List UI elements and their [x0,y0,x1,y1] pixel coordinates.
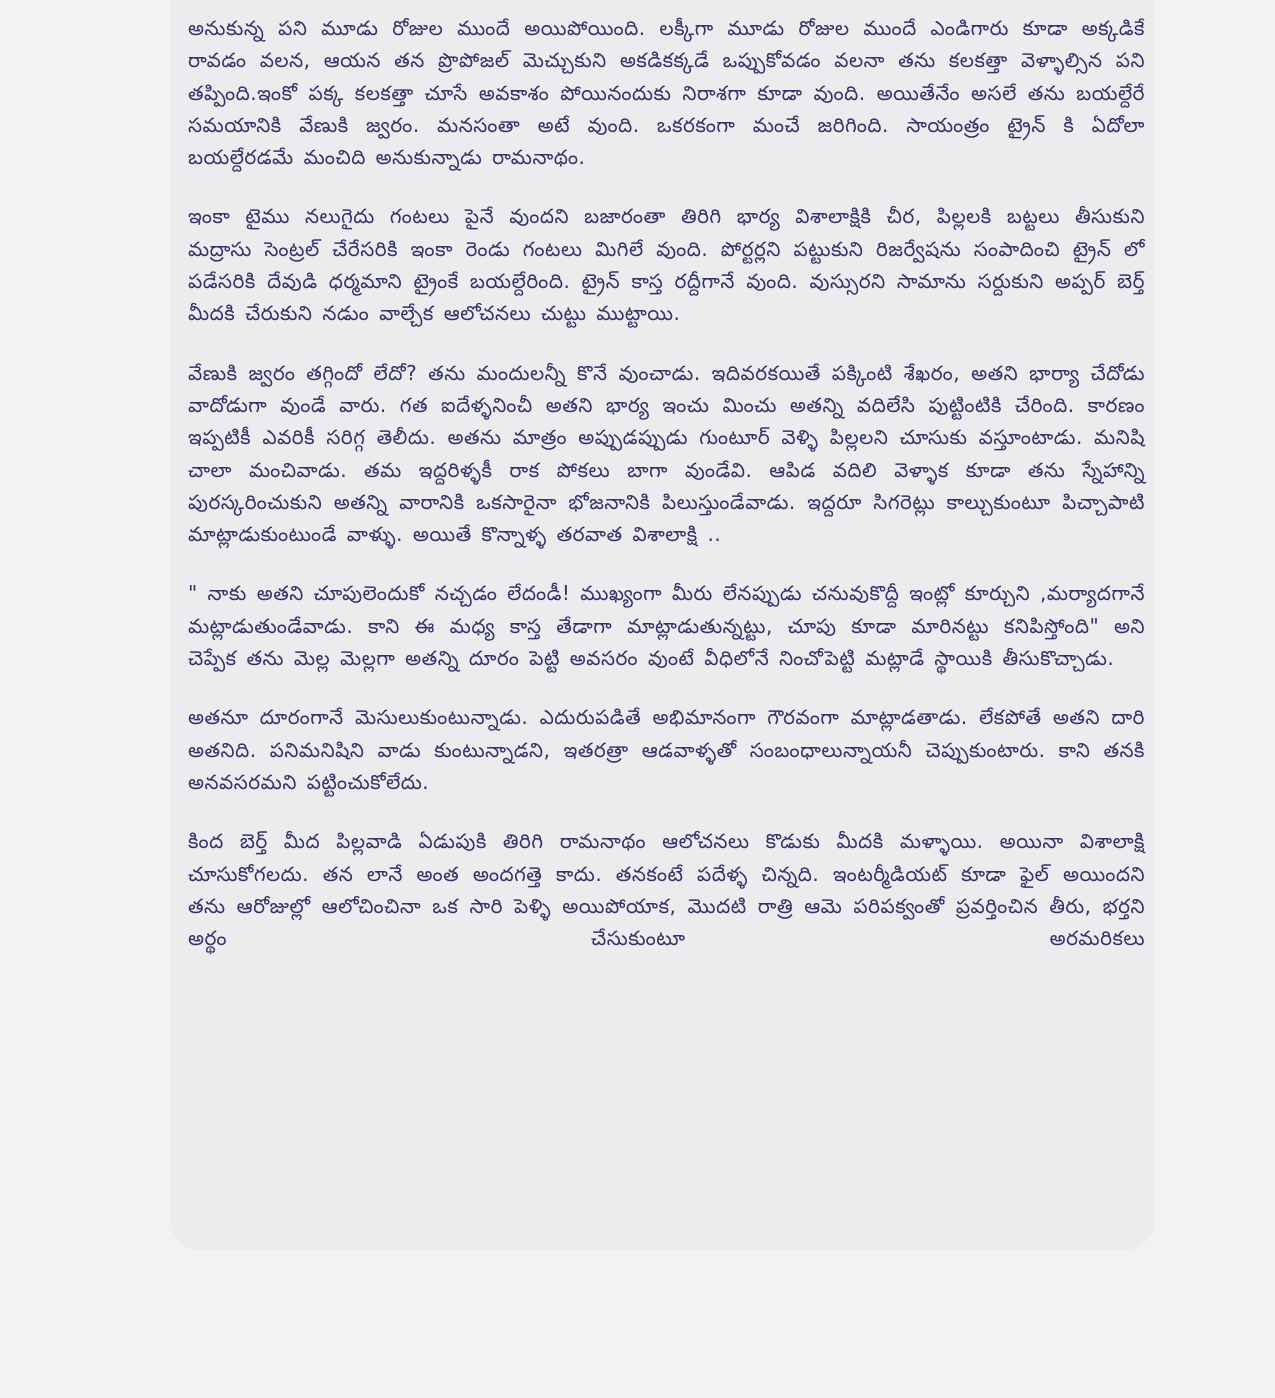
paragraph-2: ఇంకా టైము నలుగైదు గంటలు పైనే వుందని బజారంతా తిరిగి భార్య విశాలాక్షికి చీర, పిల్లలకి బట్టలు తీసుకుని మద్రాసు సెంట్రల్ చేరేసరికి ఇంకా రెండు గంటలు మిగిలే వుంది. పోర్టర్లని పట్టుకుని రిజర్వేషను సంపాదించి ట్రైన్ లో పడేసరికి దేవుడి ధర్మమాని ట్రైంకే బయల్దేరింది. ట్రైన్ కాస్త రద్దీగానే వుంది. వుస్సురని సామాను సర్దుకుని అప్పర్ బెర్త్ మీదకి చేరుకుని నడుం వాల్చేక ఆలోచనలు చుట్టు ముట్టాయి. [188,204,1145,326]
paragraph-1: అనుకున్న పని మూడు రోజుల ముందే అయిపోయింది. లక్కీగా మూడు రోజుల ముందే ఎండిగారు కూడా అక్కడికే రావడం వలన, ఆయన తన ప్రొపోజల్ మెచ్చుకుని అకడికక్కడే ఒప్పుకోవడం వలనా తను కలకత్తా వెళ్ళాల్సిన పని తప్పింది.ఇంకో పక్క కలకత్తా చూసే అవకాశం పోయినందుకు నిరాశగా కూడా వుంది. అయితేనేం అసలే తను బయల్దేరే సమయానికి వేణుకి జ్వరం. మనసంతా అటే వుంది. ఒకరకంగా మంచే జరిగింది. సాయంత్రం ట్రైన్ కి ఏదోలా బయల్దేరడమే మంచిది అనుకున్నాడు రామనాథం. [188,16,1145,170]
story-text [188,12,1145,954]
paragraph-3: వేణుకి జ్వరం తగ్గిందో లేదో? తను మందులన్నీ కొనే వుంచాడు. ఇదివరకయితే పక్కింటి శేఖరం, అతని భార్యా చేదోడు వాదోడుగా వుండే వారు. గత ఐదేళ్ళనించీ అతని భార్య ఇంచు మించు అతన్ని వదిలేసి పుట్టింటికి చేరింది. కారణం ఇప్పటికీ ఎవరికీ సరిగ్గ తెలీదు. అతను మాత్రం అప్పుడప్పుడు గుంటూర్ వెళ్ళి పిల్లలని చూసుకు వస్తూంటాడు. మనిషి చాలా మంచివాడు. తమ ఇద్దరిళ్ళకీ రాక పోకలు బాగా వుండేవి. ఆపిడ వదిలి వెళ్ళాక కూడా తను స్నేహాన్ని పురస్కరించుకుని అతన్ని వారానికి ఒకసారైనా భోజనానికి పిలుస్తుండేవాడు. ఇద్దరూ సిగరెట్లు కాల్చుకుంటూ పిచ్చాపాటి మాట్లాడుకుంటుండే వాళ్ళు. అయితే కొన్నాళ్ళ తరవాత విశాలాక్షి .. [188,360,1145,547]
paragraph-4: " నాకు అతని చూపులెందుకో నచ్చడం లేదండీ! ముఖ్యంగా మీరు లేనప్పుడు చనువుకొద్దీ ఇంట్లో కూర్చుని ,మర్యాదగానే మట్లాడుతుండేవాడు. కాని ఈ మధ్య కాస్త తేడాగా మాట్లాడుతున్నట్టు, చూపు కూడా మారినట్టు కనిపిస్తోంది" అని చెప్పేక తను మెల్ల మెల్లగా అతన్ని దూరం పెట్టి అవసరం వుంటే వీధిలోనే నించోపెట్టి మట్లాడే స్థాయికి తీసుకొచ్చాడు. [188,581,1146,671]
paragraph-6: కింద బెర్త్ మీద పిల్లవాడి ఏడుపుకి తిరిగి రామనాథం ఆలోచనలు కొడుకు మీదకి మళ్ళాయి. అయినా విశాలాక్షి చూసుకోగలదు. తన లానే అంత అందగత్తె కాదు. తనకంటే పదేళ్ళ చిన్నది. ఇంటర్మీడియట్ కూడా ఫైల్ అయిందని తను ఆరోజుల్లో ఆలోచించినా ఒక సారి పెళ్ళి అయిపోయాక, మొదటి రాత్రి ఆమె పరిపక్వంతో ప్రవర్తించిన తీరు, భర్తని అర్థం చేసుకుంటూ అరమరికలు [188,829,1145,951]
paragraph-5: అతనూ దూరంగానే మెసులుకుంటున్నాడు. ఎదురుపడితే అభిమానంగా గౌరవంగా మాట్లాడతాడు. లేకపోతే అతని దారి అతనిది. పనిమనిషిని వాడు కుంటున్నాడని, ఇతరత్రా ఆడవాళ్ళతో సంబంధాలున్నాయనీ చెప్పుకుంటారు. కాని తనకి అనవసరమని పట్టించుకోలేదు. [188,705,1145,794]
